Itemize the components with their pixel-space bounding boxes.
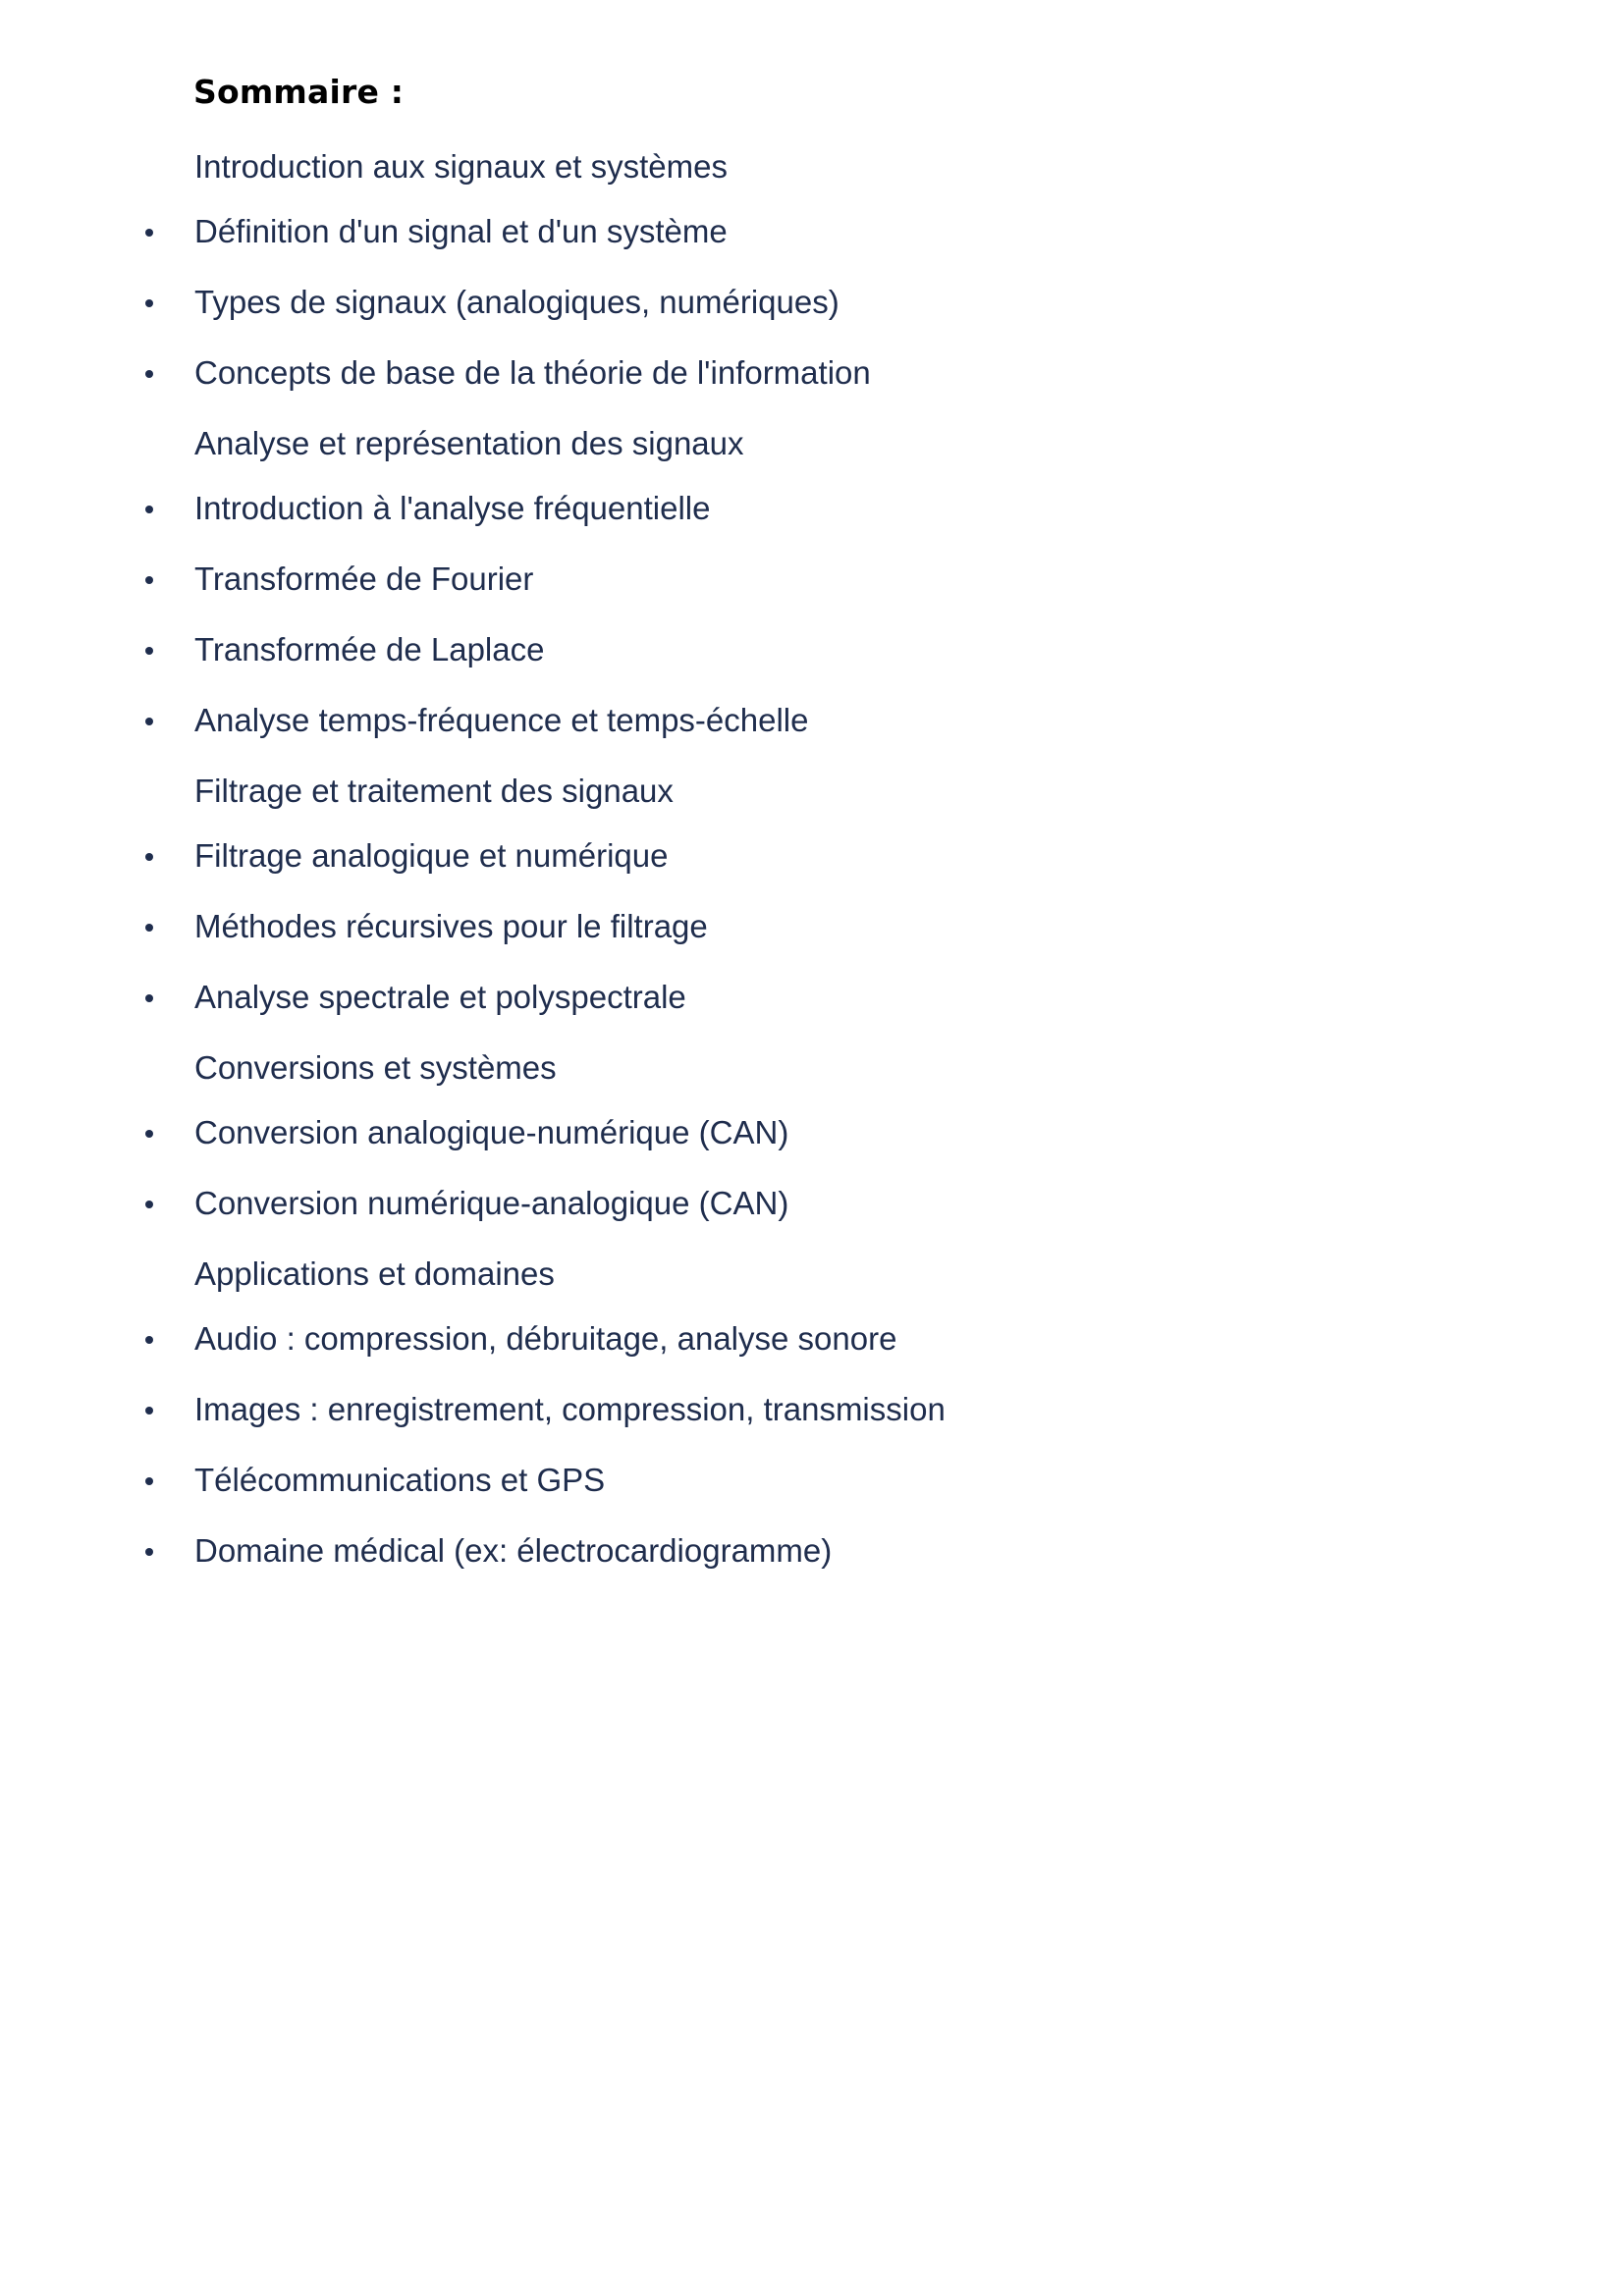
list-item-text: Conversion numérique-analogique (CAN)	[194, 1185, 789, 1221]
list-item	[0, 630, 1624, 669]
list-item	[0, 489, 1624, 528]
list-item	[0, 212, 1624, 251]
bullet-list	[0, 489, 1624, 740]
list-item	[0, 1531, 1624, 1571]
page-title: Sommaire :	[193, 73, 405, 111]
bullet-icon	[145, 1130, 153, 1138]
bullet-icon	[145, 718, 153, 725]
bullet-icon	[145, 924, 153, 932]
list-item-text: Analyse spectrale et polyspectrale	[194, 979, 686, 1015]
list-item-text: Méthodes récursives pour le filtrage	[194, 908, 708, 944]
bullet-icon	[145, 647, 153, 655]
toc-section-analyse	[0, 424, 1624, 740]
list-item-text: Conversion analogique-numérique (CAN)	[194, 1114, 789, 1150]
bullet-icon	[145, 1201, 153, 1208]
toc-section-applications	[0, 1255, 1624, 1571]
bullet-icon	[145, 1548, 153, 1556]
list-item-text: Concepts de base de la théorie de l'information	[194, 354, 871, 391]
list-item-text: Images : enregistrement, compression, transmission	[194, 1391, 946, 1427]
section-heading: Analyse et représentation des signaux	[194, 425, 744, 461]
list-item-text: Définition d'un signal et d'un système	[194, 213, 728, 249]
list-item-text: Filtrage analogique et numérique	[194, 837, 669, 874]
section-heading: Introduction aux signaux et systèmes	[194, 148, 728, 185]
bullet-list	[0, 1113, 1624, 1223]
list-item-text: Types de signaux (analogiques, numériques)	[194, 284, 839, 320]
bullet-icon	[145, 994, 153, 1002]
bullet-icon	[145, 1407, 153, 1415]
list-item-text: Audio : compression, débruitage, analyse sonore	[194, 1320, 897, 1357]
list-item	[0, 907, 1624, 946]
list-item-text: Télécommunications et GPS	[194, 1462, 606, 1498]
list-item	[0, 353, 1624, 393]
bullet-icon	[145, 1336, 153, 1344]
list-item	[0, 1113, 1624, 1152]
list-item	[0, 1319, 1624, 1359]
list-item	[0, 701, 1624, 740]
bullet-list	[0, 212, 1624, 393]
bullet-icon	[145, 299, 153, 307]
list-item-text: Introduction à l'analyse fréquentielle	[194, 490, 711, 526]
list-item-text: Domaine médical (ex: électrocardiogramme)	[194, 1532, 833, 1569]
list-item	[0, 1184, 1624, 1223]
list-item-text: Transformée de Fourier	[194, 561, 534, 597]
list-item-text: Transformée de Laplace	[194, 631, 545, 667]
list-item	[0, 283, 1624, 322]
section-heading: Conversions et systèmes	[194, 1049, 557, 1086]
toc-section-conversions	[0, 1048, 1624, 1223]
list-item	[0, 978, 1624, 1017]
list-item-text: Analyse temps-fréquence et temps-échelle	[194, 702, 809, 738]
bullet-icon	[145, 506, 153, 513]
bullet-list	[0, 836, 1624, 1017]
bullet-icon	[145, 853, 153, 861]
section-heading: Applications et domaines	[194, 1255, 555, 1292]
table-of-contents	[0, 147, 1624, 1602]
toc-section-filtrage	[0, 772, 1624, 1017]
bullet-icon	[145, 229, 153, 237]
list-item	[0, 1390, 1624, 1429]
bullet-icon	[145, 576, 153, 584]
bullet-icon	[145, 1477, 153, 1485]
toc-section-introduction	[0, 147, 1624, 393]
list-item	[0, 1461, 1624, 1500]
bullet-list	[0, 1319, 1624, 1571]
list-item	[0, 836, 1624, 876]
bullet-icon	[145, 370, 153, 378]
list-item	[0, 560, 1624, 599]
section-heading: Filtrage et traitement des signaux	[194, 773, 674, 809]
